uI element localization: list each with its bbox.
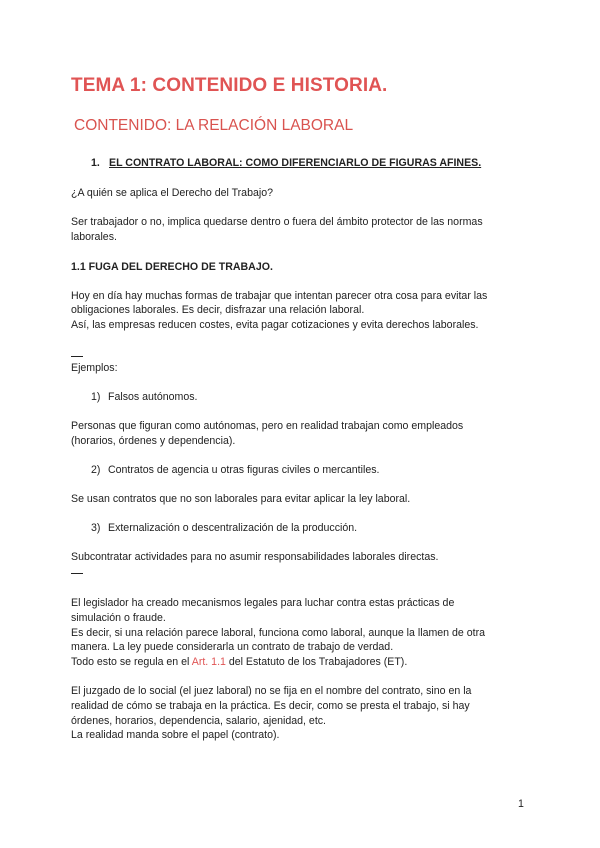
list-item-label: Contratos de agencia u otras figuras civiles o mercantiles.	[108, 464, 380, 476]
paragraph-line: La realidad manda sobre el papel (contrato).	[71, 729, 280, 741]
question-text: ¿A quién se aplica el Derecho del Trabajo?	[71, 187, 273, 199]
paragraph-line: Hoy en día hay muchas formas de trabajar que intentan parecer otra cosa para evitar las	[71, 290, 488, 302]
paragraph-line: El legislador ha creado mecanismos legales para luchar contra estas prácticas de	[71, 597, 455, 609]
list-item-label: Externalización o descentralización de la producción.	[108, 522, 358, 534]
list-number: 2)	[91, 464, 101, 476]
page-number: 1	[518, 798, 524, 810]
list-number: 1)	[91, 391, 101, 403]
section-number: 1.	[91, 157, 100, 169]
paragraph-line: manera. La ley puede considerarla un contrato de trabajo de verdad.	[71, 641, 394, 653]
list-number: 3)	[91, 522, 101, 534]
paragraph-line: Se usan contratos que no son laborales para evitar aplicar la ley laboral.	[71, 493, 411, 505]
regulation-prefix: Todo esto se regula en el	[71, 656, 192, 668]
article-link[interactable]: Art. 1.1	[191, 656, 226, 668]
page-title: TEMA 1: CONTENIDO E HISTORIA.	[71, 75, 388, 96]
page-subtitle: CONTENIDO: LA RELACIÓN LABORAL	[74, 117, 354, 134]
section-heading: EL CONTRATO LABORAL: COMO DIFERENCIARLO DE FIGURAS AFINES.	[109, 157, 482, 169]
paragraph-line: realidad de cómo se trabaja en la práctica. Es decir, como se presta el trabajo, si hay	[71, 700, 470, 712]
paragraph-line: Es decir, si una relación parece laboral, funciona como laboral, aunque la llamen de otra	[71, 627, 485, 639]
paragraph-line: Subcontratar actividades para no asumir responsabilidades laborales directas.	[71, 551, 439, 563]
divider-dash	[71, 356, 83, 357]
paragraph-line: Personas que figuran como autónomas, pero en realidad trabajan como empleados	[71, 420, 464, 432]
paragraph-line: Así, las empresas reducen costes, evita pagar cotizaciones y evita derechos laborales.	[71, 319, 479, 331]
paragraph-line: Ser trabajador o no, implica quedarse dentro o fuera del ámbito protector de las normas	[71, 216, 483, 228]
regulation-line	[71, 655, 407, 670]
paragraph-line: obligaciones laborales. Es decir, disfrazar una relación laboral.	[71, 304, 365, 316]
divider-dash	[71, 573, 83, 574]
paragraph-line: órdenes, horarios, dependencia, salario, ajenidad, etc.	[71, 715, 327, 727]
list-item-label: Falsos autónomos.	[108, 391, 198, 403]
paragraph-line: laborales.	[71, 231, 117, 243]
paragraph-line: simulación o fraude.	[71, 612, 166, 624]
paragraph-line: (horarios, órdenes y dependencia).	[71, 435, 236, 447]
examples-label: Ejemplos:	[71, 362, 118, 374]
paragraph-line: El juzgado de lo social (el juez laboral) no se fija en el nombre del contrato, sino en la	[71, 685, 472, 697]
regulation-suffix: del Estatuto de los Trabajadores (ET).	[225, 656, 408, 668]
subsection-heading: 1.1 FUGA DEL DERECHO DE TRABAJO.	[71, 261, 273, 273]
